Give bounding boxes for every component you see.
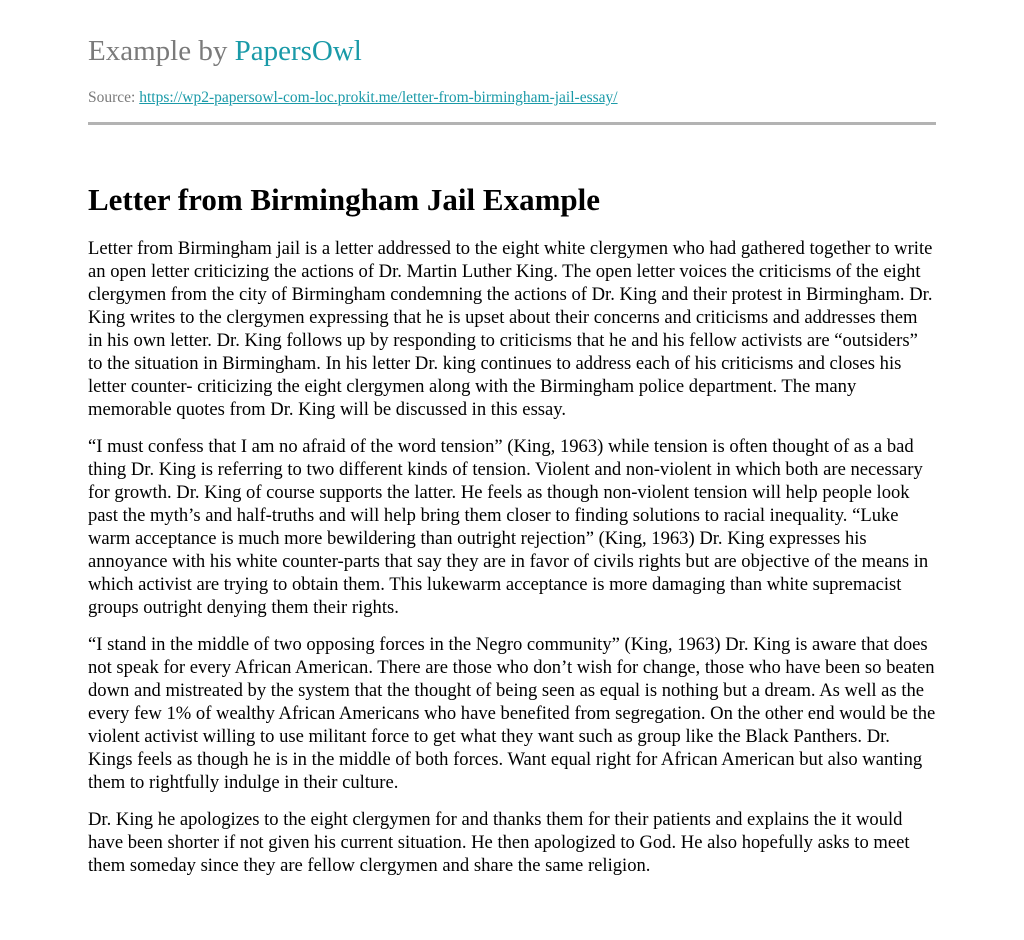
article-body [88,237,936,877]
header-divider [88,122,936,125]
paragraph-2: “I must confess that I am no afraid of the word tension” (King, 1963) while tension is often thought of as a bad thing Dr. King is referring to two different kinds of tension. Violent and non-violent in which both are necessary for growth. Dr. King of course supports the latter. He feels as though non-violent tension will help people look past the myth’s and half-truths and will help bring them closer to finding solutions to racial inequality. “Luke warm acceptance is much more bewildering than outright rejection” (King, 1963) Dr. King expresses his annoyance with his white counter-parts that say they are in favor of civils rights but are objective of the means in which activist are trying to obtain them. This lukewarm acceptance is more damaging than white supremacist groups outright denying them their rights. [88,436,929,618]
page-title: Letter from Birmingham Jail Example [88,182,601,217]
brand-name: PapersOwl [234,35,362,67]
paragraph-1: Letter from Birmingham jail is a letter addressed to the eight white clergymen who had gathered together to write an open letter criticizing the actions of Dr. Martin Luther King. The open letter voices the criticisms of the eight clergymen from the city of Birmingham condemning the actions of Dr. King and their protest in Birmingham. Dr. King writes to the clergymen expressing that he is upset about their concerns and criticisms and addresses them in his own letter. Dr. King follows up by responding to criticisms that he and his fellow activists are “outsiders” to the situation in Birmingham. In his letter Dr. king continues to address each of his criticisms and closes his letter counter- criticizing the eight clergymen along with the Birmingham police department. The many memorable quotes from Dr. King will be discussed in this essay. [88,238,933,420]
paragraph-3: “I stand in the middle of two opposing forces in the Negro community” (King, 1963) Dr. King is aware that does not speak for every African American. There are those who don’t wish for change, those who have been so beaten down and mistreated by the system that the thought of being seen as equal is nothing but a dream. As well as the every few 1% of wealthy African Americans who have benefited from segregation. On the other end would be the violent activist willing to use militant force to get what they want such as group like the Black Panthers. Dr. Kings feels as though he is in the middle of both forces. Want equal right for African American but also wanting them to rightfully indulge in their culture. [88,634,936,793]
paragraph-4: Dr. King he apologizes to the eight clergymen for and thanks them for their patients and explains the it would have been shorter if not given his current situation. He then apologized to God. He also hopefully asks to meet them someday since they are fellow clergymen and share the same religion. [88,809,910,876]
source-label: Source: [88,89,140,106]
source-link[interactable]: https://wp2-papersowl-com-loc.prokit.me/letter-from-birmingham-jail-essay/ [139,89,618,106]
brand-prefix: Example by [88,35,235,67]
source-line [88,89,936,107]
brand-header [88,34,936,68]
document-page [88,0,936,891]
